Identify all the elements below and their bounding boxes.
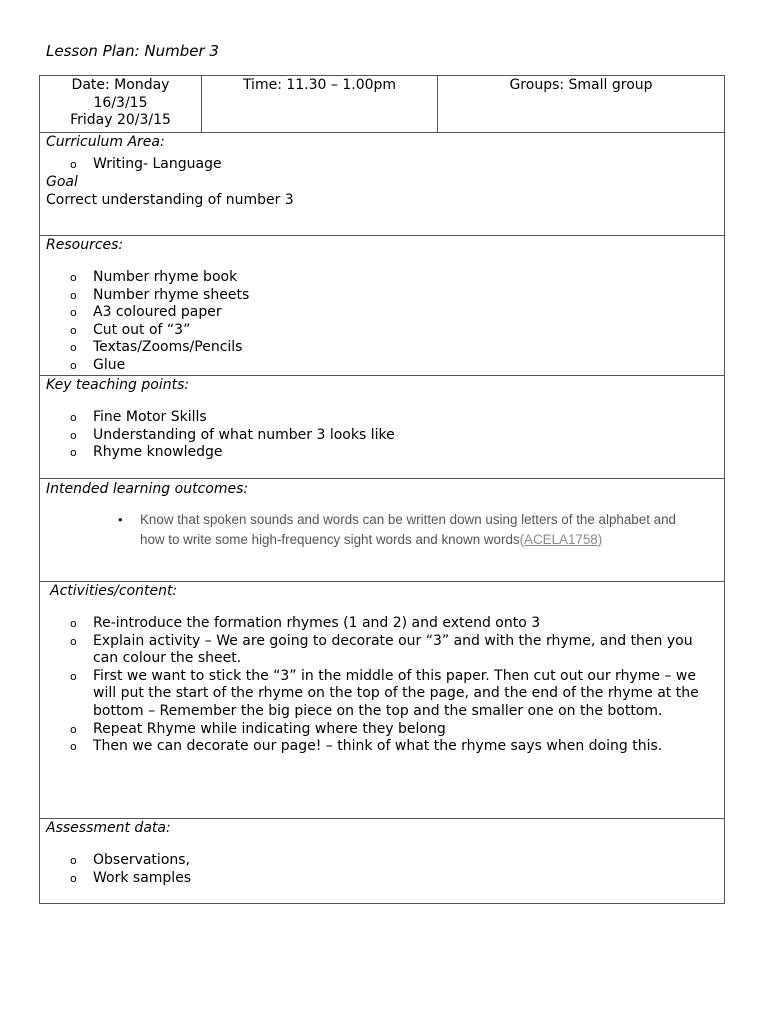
goal-text: Correct understanding of number 3 xyxy=(46,191,294,208)
list-item: o Then we can decorate our page! – think of what the rhyme says when doing this. xyxy=(70,738,663,755)
bullet-dot-icon: • xyxy=(118,512,123,527)
outcome-item xyxy=(46,510,718,549)
goal-title: Goal xyxy=(46,173,78,190)
assessment-cell xyxy=(40,819,725,904)
circle-bullet-icon: o xyxy=(70,341,77,355)
circle-bullet-icon: o xyxy=(70,634,77,648)
list-item: o Observations, xyxy=(70,852,190,868)
list-item: o Re-introduce the formation rhymes (1 and 2) and extend onto 3 xyxy=(70,615,541,631)
resources-row xyxy=(40,236,725,376)
key-points-row xyxy=(40,376,725,479)
activities-row xyxy=(40,582,725,819)
curriculum-row xyxy=(40,133,725,236)
curriculum-cell xyxy=(40,133,725,236)
key-points-title: Key teaching points: xyxy=(46,377,190,393)
list-item: o Understanding of what number 3 looks like xyxy=(70,426,395,443)
list-item: o Explain activity – We are going to decorate our “3” and with the rhyme, and then you can colour the sheet. xyxy=(70,632,693,667)
list-item: o Cut out of “3” xyxy=(70,321,191,338)
date-cell xyxy=(40,76,202,133)
list-item: o Fine Motor Skills xyxy=(70,409,207,425)
key-points-list xyxy=(46,409,718,462)
circle-bullet-icon: o xyxy=(70,854,77,867)
curriculum-list xyxy=(46,156,718,174)
time-cell xyxy=(202,76,438,133)
resources-cell xyxy=(40,236,725,376)
circle-bullet-icon: o xyxy=(70,411,77,424)
list-item: o Number rhyme sheets xyxy=(70,286,250,303)
outcomes-row xyxy=(40,479,725,582)
list-item: o Textas/Zooms/Pencils xyxy=(70,339,243,356)
assessment-list xyxy=(46,852,718,887)
list-item: o First we want to stick the “3” in the middle of this paper. Then cut out our rhyme – we will put the start of the rhyme on the top of the page, and the end of the rhyme at the bottom – Remember the big piece on the top and the smaller one on the bottom. xyxy=(70,667,699,719)
date-label: Date: Monday xyxy=(71,77,170,93)
list-item: o A3 coloured paper xyxy=(70,304,222,321)
list-item: o Repeat Rhyme while indicating where they belong xyxy=(70,720,446,737)
circle-bullet-icon: o xyxy=(70,669,77,683)
outcome-text: Know that spoken sounds and words can be written down using letters of the alphabet and how to write some high-frequency sight words and known words xyxy=(140,512,676,547)
circle-bullet-icon: o xyxy=(70,428,77,442)
circle-bullet-icon: o xyxy=(70,288,77,302)
circle-bullet-icon: o xyxy=(70,358,77,372)
groups-text: Groups: Small group xyxy=(509,77,653,93)
time-text: Time: 11.30 – 1.00pm xyxy=(242,77,397,93)
page-title: Lesson Plan: Number 3 xyxy=(46,42,219,60)
circle-bullet-icon: o xyxy=(70,871,77,885)
assessment-title: Assessment data: xyxy=(46,820,171,836)
circle-bullet-icon: o xyxy=(70,446,77,460)
activities-title: Activities/content: xyxy=(50,583,178,599)
list-item: o Number rhyme book xyxy=(70,269,238,285)
groups-cell xyxy=(438,76,725,133)
key-points-cell xyxy=(40,376,725,479)
lesson-plan-table xyxy=(39,75,725,904)
outcomes-cell xyxy=(40,479,725,582)
list-item: o Glue xyxy=(70,356,126,373)
curriculum-code-link[interactable]: (ACELA1758) xyxy=(519,531,603,547)
date-friday: Friday 20/3/15 xyxy=(70,112,171,128)
circle-bullet-icon: o xyxy=(70,271,77,284)
activities-list xyxy=(46,615,718,756)
resources-list xyxy=(46,269,718,375)
circle-bullet-icon: o xyxy=(70,323,77,337)
resources-title: Resources: xyxy=(46,237,124,253)
circle-bullet-icon: o xyxy=(70,306,77,320)
header-row xyxy=(40,76,725,133)
circle-bullet-icon: o xyxy=(70,617,77,630)
assessment-row xyxy=(40,819,725,904)
outcomes-title: Intended learning outcomes: xyxy=(46,481,249,497)
list-item: o Rhyme knowledge xyxy=(70,444,223,461)
circle-bullet-icon: o xyxy=(70,740,77,754)
curriculum-title: Curriculum Area: xyxy=(46,134,165,150)
circle-bullet-icon: o xyxy=(70,722,77,736)
circle-bullet-icon: o xyxy=(70,158,77,171)
list-item: o Work samples xyxy=(70,869,192,886)
list-item: o Writing- Language xyxy=(70,156,222,172)
date-monday: 16/3/15 xyxy=(93,94,148,111)
activities-cell xyxy=(40,582,725,819)
